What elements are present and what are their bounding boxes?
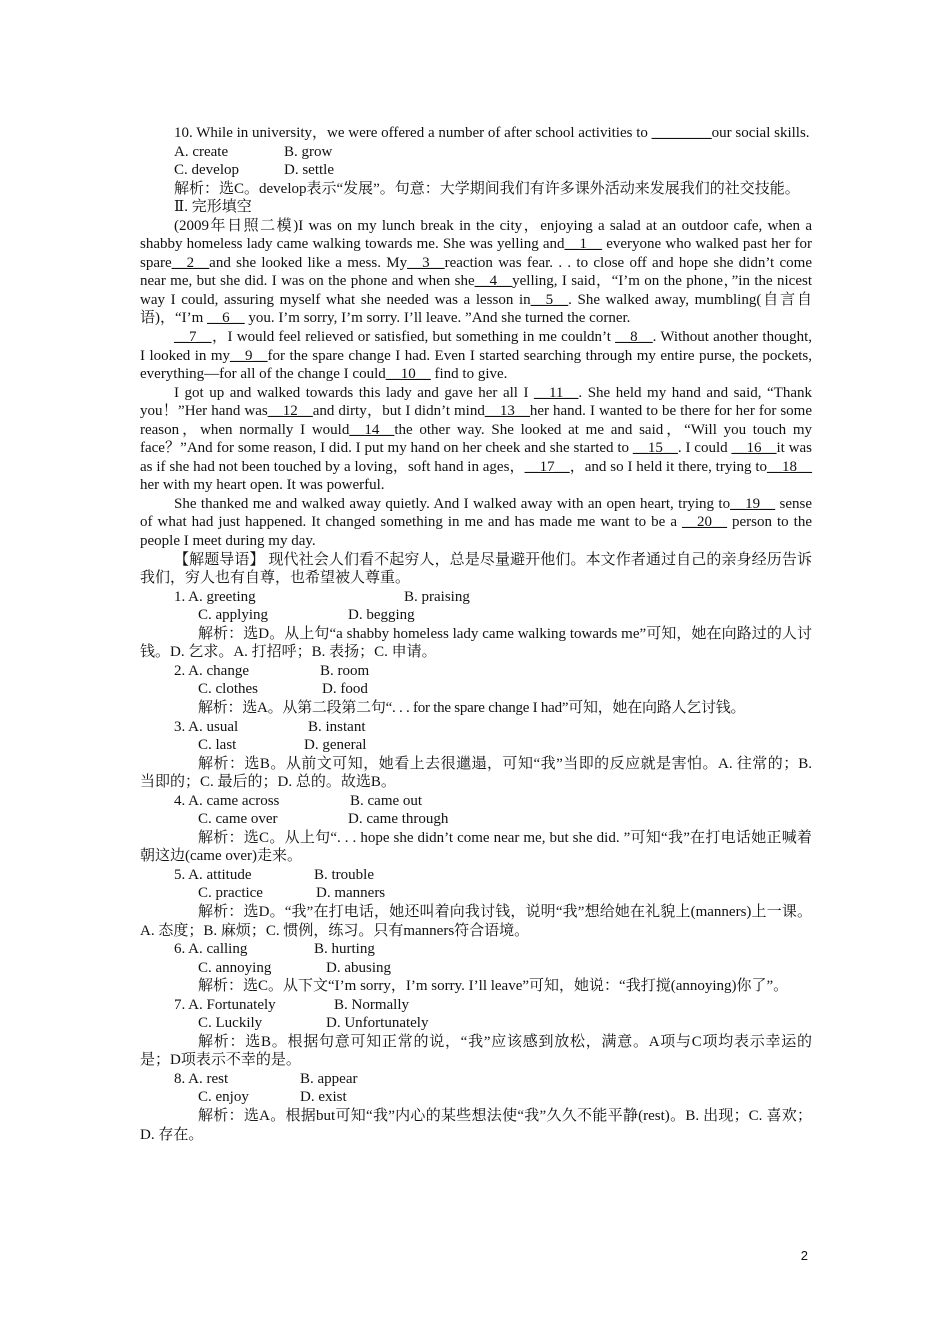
text-span: her hand. I wanted to be there for her for some reason，when normally I would [140,403,812,438]
blank-13: __13__ [484,403,530,420]
text-span: D. general [304,737,367,754]
text-span: . She walked away, mumbling(自言自语)，“I’m [140,291,812,327]
q10-stem-tail: our social skills. [711,125,810,141]
item-3-options-row-1 [140,718,812,737]
text-span: B. came out [350,792,423,809]
item-7-analysis: 解析：选B。根据句意可知正常的说，“我”应该感到放松，满意。A项与C项均表示幸运的是；D项表示不幸的是。 [140,1033,812,1069]
passage-paragraph-4 [140,495,812,551]
text-span: 2. A. change [174,662,249,679]
item-7-options-row-1 [140,996,812,1015]
text-span: I got up and walked towards this lady and gave her all I [174,384,534,401]
text-span: for the spare change I had. Even I started searching through my entire purse, the pockets, everything—for all of the change I could [140,347,812,383]
text-span: yelling, I said，“I’m on the phone，”in the nicest way I could, assuring myself what she needed was a lesson in [140,273,812,308]
text-span: her with my heart open. It was powerful. [140,477,385,494]
q10-option-d: D. settle [284,162,334,179]
text-span: it was as if she had not been touched by a loving，soft hand in ages， [140,440,812,475]
item-5-analysis: 解析：选D。“我”在打电话，她还叫着向我讨钱，说明“我”想给她在礼貌上(manners)上一课。A. 态度；B. 麻烦；C. 惯例，练习。只有manners符合语境。 [140,903,812,939]
item-8-analysis: 解析：选A。根据but可知“我”内心的某些想法使“我”久久不能平静(rest)。B. 出现；C. 喜欢；D. 存在。 [140,1107,812,1143]
text-span: 4. A. came across [174,792,280,809]
item-2-options-row-2 [140,680,812,699]
blank-20: __20__ [682,514,728,531]
document-body [140,124,812,1144]
item-5-options-row-1 [140,866,812,885]
text-span: ，I would feel relieved or satisfied, but something in me couldn’t [211,329,616,346]
item-2-analysis: 解析：选A。从第二段第二句“. . . for the spare change I had”可知，她在向路人乞讨钱。 [198,699,746,716]
item-4-analysis: 解析：选C。从上句“. . . hope she didn’t come near me, but she did. ”可知“我”在打电话她正喊着朝这边(came over)走来。 [140,829,812,865]
item-8-options-row-1 [140,1070,812,1089]
text-span: She thanked me and walked away quietly. And I walked away with an open heart, trying to [174,495,731,512]
text-span: everyone who walked past her for spare [140,236,812,271]
text-span: C. enjoy [198,1089,249,1106]
text-span: B. praising [404,588,470,605]
text-span: C. annoying [198,959,272,976]
q10-options-row-1 [140,143,812,162]
item-3-options-row-2 [140,736,812,755]
item-6-analysis: 解析：选C。从下文“I’m sorry，I’m sorry. I’ll leave”可知，她说：“我打搅(annoying)你了”。 [198,978,789,995]
text-span: D. manners [316,885,386,902]
text-span: . She held my hand and said, “Thank you！”Her hand was [140,384,812,420]
text-span: 8. A. rest [174,1070,229,1087]
blank-8: __8__ [615,329,653,346]
item-1-options-row-1 [140,588,812,607]
passage-paragraph-3 [140,384,812,495]
item-1-options-row-2 [140,606,812,625]
blank-6: __6__ [207,310,245,327]
blank-7: __7__ [174,329,212,346]
q10-options-row-2 [140,161,812,180]
text-span: D. begging [348,607,415,624]
item-6-options-row-2 [140,959,812,978]
q10-analysis: 解析：选C。develop表示“发展”。句意：大学期间我们有许多课外活动来发展我们的社交技能。 [174,180,800,197]
text-span: . I could [677,440,732,457]
blank-3: __3__ [407,254,445,271]
item-6-options-row-1 [140,940,812,959]
text-span: B. hurting [314,941,375,958]
item-8-options-row-2 [140,1088,812,1107]
text-span: 5. A. attitude [174,866,252,883]
text-span: C. last [198,737,237,754]
blank-14: __14__ [349,421,395,438]
text-span: B. room [320,662,370,679]
blank-1: __1__ [564,236,603,253]
guide-text: 【解题导语】 现代社会人们看不起穷人，总是尽量避开他们。本文作者通过自己的亲身经历告诉我们，穷人也有自尊，也希望被人尊重。 [140,551,812,587]
item-7-options-row-2 [140,1014,812,1033]
text-span: D. food [322,681,368,698]
blank-2: __2__ [171,254,210,271]
text-span: D. abusing [326,959,391,976]
text-span: C. practice [198,885,263,902]
passage-paragraph-1 [140,217,812,328]
item-3-analysis: 解析：选B。从前文可知，她看上去很邋遢，可知“我”当即的反应就是害怕。A. 往常的；B. 当即的；C. 最后的；D. 总的。故选B。 [140,755,812,791]
blank-9: __9__ [230,347,268,364]
text-span: B. instant [308,718,366,735]
item-4-options-row-2 [140,810,812,829]
blank-5: __5__ [530,291,569,308]
page-number: 2 [800,1248,808,1263]
text-span: and dirty，but I didn’t mind [312,403,485,420]
q10-blank: ________ [651,125,712,141]
text-span: C. came over [198,811,278,828]
text-span: the other way. She looked at me and said，“Will you touch my face？”And for some reason, I did. I put my hand on her cheek and she started to [140,421,812,457]
item-2-options-row-1 [140,662,812,681]
item-4-options-row-1 [140,792,812,811]
blank-11: __11__ [533,384,579,401]
text-span: C. applying [198,607,268,624]
q10-option-b: B. grow [284,143,333,160]
q10-stem-text: 10. While in university，we were offered a number of after school activities to [174,125,652,141]
item-5-options-row-2 [140,884,812,903]
text-span: D. came through [348,811,449,828]
text-span: D. exist [300,1089,347,1106]
q10-option-c: C. develop [174,162,239,179]
blank-12: __12__ [267,403,313,420]
text-span: person to the people I meet during my day. [140,514,813,550]
text-span: ，and so I held it there, trying to [569,458,767,475]
q10-option-a: A. create [174,143,229,160]
text-span: D. Unfortunately [326,1015,429,1032]
text-span: reaction was fear. . . to close off and hope she didn’t come near me, but she did. I was on the phone and when she [140,254,812,290]
text-span: you. I’m sorry, I’m sorry. I’ll leave. ”And she turned the corner. [244,310,631,327]
blank-18: __18__ [767,458,812,475]
blank-16: __16__ [731,440,777,457]
text-span: (2009年日照二模)I was on my lunch break in the city，enjoying a salad at an outdoor cafe, when a shabby homeless lady came walking towards me. She was yelling and [140,217,812,253]
question-10-stem [140,124,812,143]
section-title: Ⅱ. 完形填空 [174,199,252,216]
text-span: B. trouble [314,866,374,883]
text-span: sense of what had just happened. It changed something in me and has made me want to be a [140,495,812,531]
blank-4: __4__ [474,273,513,290]
text-span: C. Luckily [198,1015,263,1032]
text-span: C. clothes [198,681,258,698]
blank-10: __10__ [385,366,431,383]
item-1-analysis: 解析：选D。从上句“a shabby homeless lady came walking towards me”可知，她在向路过的人讨钱。D. 乞求。A. 打招呼；B. 表扬；C. 申请。 [140,625,812,661]
text-span: . Without another thought, I looked in my [140,329,812,364]
text-span: and she looked like a mess. My [209,254,408,271]
text-span: 3. A. usual [174,718,239,735]
blank-15: __15__ [632,440,678,457]
text-span: B. appear [300,1070,358,1087]
text-span: 7. A. Fortunately [174,996,276,1013]
text-span: B. Normally [334,996,409,1013]
passage-paragraph-2 [140,328,812,384]
text-span: find to give. [430,366,508,383]
blank-19: __19__ [730,495,776,512]
text-span: 1. A. greeting [174,588,256,605]
text-span: 6. A. calling [174,941,248,958]
blank-17: __17__ [524,458,570,475]
